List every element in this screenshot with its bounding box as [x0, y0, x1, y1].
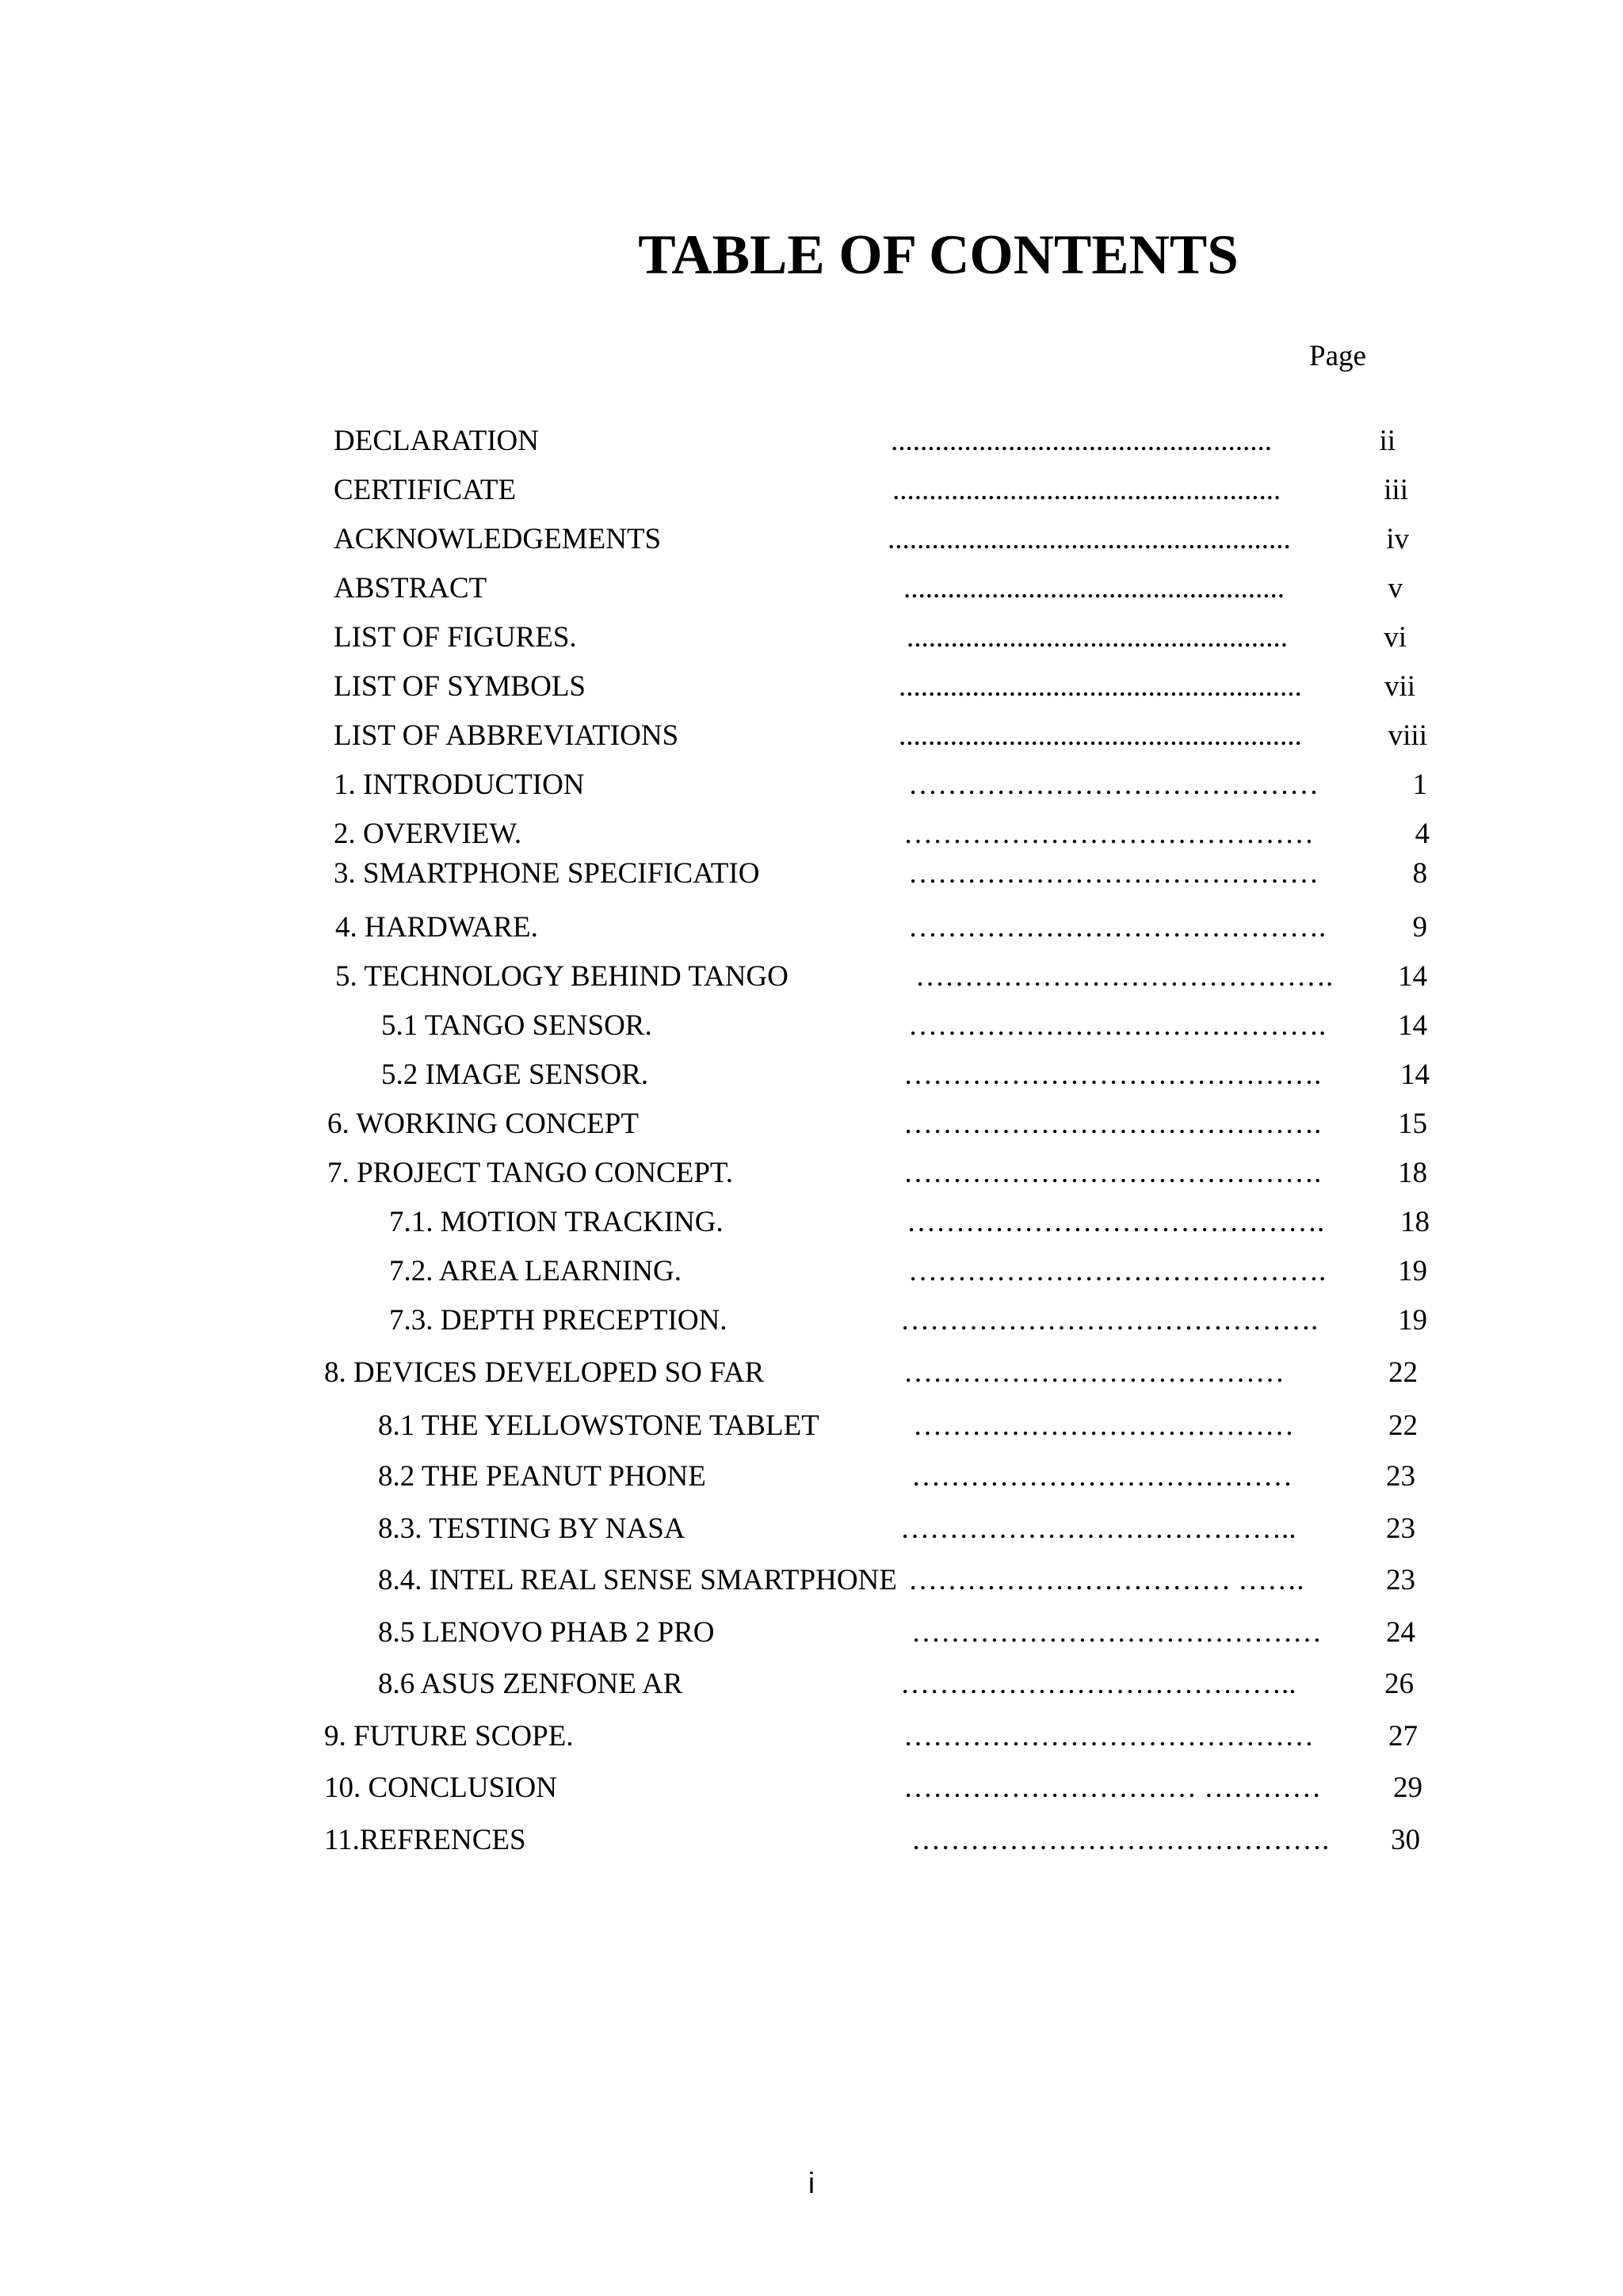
toc-entry-label: 7.3. DEPTH PRECEPTION. — [389, 1304, 727, 1337]
toc-entry — [0, 421, 1623, 461]
toc-entry — [0, 765, 1623, 805]
toc-entry-page: 1 — [1412, 769, 1427, 801]
toc-entry — [0, 1768, 1623, 1808]
toc-entry — [0, 1203, 1623, 1242]
toc-entry-page: 15 — [1398, 1108, 1427, 1140]
toc-entry-leader: …………………………………… — [911, 1616, 1322, 1649]
toc-entry-leader: ………………………………….. — [900, 1512, 1296, 1545]
toc-entry-page: 19 — [1398, 1255, 1427, 1287]
toc-entry-leader: ……………………………………. — [911, 1824, 1330, 1856]
toc-entry — [0, 1154, 1623, 1193]
toc-entry-label: 8.3. TESTING BY NASA — [378, 1512, 685, 1545]
toc-entry-label: DECLARATION — [334, 425, 539, 457]
toc-entry-label: 8.2 THE PEANUT PHONE — [378, 1460, 706, 1493]
toc-entry-page: 19 — [1398, 1304, 1427, 1337]
toc-entry-leader: ……………………………………. — [915, 960, 1334, 993]
toc-entry — [0, 667, 1623, 707]
toc-entry-label: LIST OF FIGURES. — [334, 621, 577, 654]
toc-entry — [0, 471, 1623, 510]
toc-entry-page: ii — [1379, 425, 1396, 457]
toc-entry-leader: ..................................................... — [892, 474, 1281, 506]
toc-entry — [0, 1353, 1623, 1393]
toc-entry-label: 4. HARDWARE. — [335, 911, 538, 944]
toc-entry-page: 23 — [1386, 1564, 1415, 1596]
toc-entry — [0, 569, 1623, 608]
toc-entry-label: 2. OVERVIEW. — [334, 818, 522, 850]
toc-entry-page: 18 — [1398, 1157, 1427, 1189]
toc-entry — [0, 854, 1623, 894]
toc-entry-label: LIST OF SYMBOLS — [334, 670, 586, 703]
toc-entry-leader: .................................................... — [891, 425, 1272, 457]
toc-entry-label: 8.5 LENOVO PHAB 2 PRO — [378, 1616, 715, 1649]
toc-entry-label: 6. WORKING CONCEPT — [327, 1108, 639, 1140]
toc-entry-leader: ……………………………………. — [908, 1255, 1327, 1287]
toc-entry-page: 22 — [1388, 1356, 1418, 1389]
toc-entry-label: 1. INTRODUCTION — [334, 769, 585, 801]
toc-entry-page: viii — [1388, 719, 1427, 752]
toc-entry-leader: ……………………………………. — [903, 1058, 1322, 1091]
toc-entry — [0, 1252, 1623, 1291]
toc-entry-leader: ……………………………………. — [907, 1206, 1325, 1238]
toc-entry-label: 9. FUTURE SCOPE. — [324, 1720, 574, 1753]
toc-entry — [0, 908, 1623, 948]
toc-entry — [0, 814, 1623, 854]
page-title: TABLE OF CONTENTS — [638, 224, 1239, 286]
toc-entry-page: 29 — [1393, 1772, 1423, 1804]
toc-entry-page: 27 — [1388, 1720, 1418, 1753]
toc-entry — [0, 1665, 1623, 1704]
toc-entry — [0, 957, 1623, 997]
toc-entry-page: 18 — [1400, 1206, 1430, 1238]
toc-entry-page: 22 — [1388, 1409, 1418, 1442]
toc-entry-leader: ....................................................... — [888, 523, 1291, 555]
toc-entry-label: ABSTRACT — [334, 572, 487, 605]
toc-entry-label: 7.1. MOTION TRACKING. — [389, 1206, 724, 1238]
page-number: i — [808, 2167, 815, 2199]
toc-entry-label: 5.1 TANGO SENSOR. — [381, 1009, 652, 1042]
toc-entry-leader: ……………………………………. — [900, 1304, 1319, 1337]
toc-entry-leader: …………………………………… — [903, 818, 1314, 850]
toc-entry-leader: ....................................................... — [899, 719, 1302, 752]
toc-entry — [0, 618, 1623, 658]
toc-entry-leader: ……………………………………. — [903, 1108, 1322, 1140]
toc-entry-leader: …………………………… ……. — [908, 1564, 1304, 1596]
toc-entry-page: 14 — [1398, 960, 1427, 993]
toc-entry-label: 5. TECHNOLOGY BEHIND TANGO — [335, 960, 789, 993]
toc-entry-page: vi — [1384, 621, 1407, 654]
page-column-label: Page — [1309, 340, 1366, 372]
toc-entry — [0, 1006, 1623, 1046]
toc-entry-page: v — [1388, 572, 1403, 605]
toc-entry-leader: ………………………………… — [911, 1460, 1293, 1493]
toc-entry — [0, 1055, 1623, 1095]
toc-entry-label: 8.6 ASUS ZENFONE AR — [378, 1668, 683, 1700]
toc-entry — [0, 520, 1623, 559]
toc-entry-page: 26 — [1384, 1668, 1414, 1700]
toc-entry-label: ACKNOWLEDGEMENTS — [334, 523, 662, 555]
toc-entry — [0, 1406, 1623, 1446]
toc-entry-leader: …………………………………… — [908, 857, 1319, 890]
toc-entry-leader: ………………………………….. — [900, 1668, 1296, 1700]
toc-entry-label: 11.REFRENCES — [324, 1824, 526, 1856]
toc-entry — [0, 716, 1623, 756]
toc-entry-page: 9 — [1412, 911, 1427, 944]
toc-entry — [0, 1301, 1623, 1341]
toc-entry-page: 23 — [1386, 1460, 1415, 1493]
toc-entry-label: LIST OF ABBREVIATIONS — [334, 719, 679, 752]
toc-entry — [0, 1821, 1623, 1860]
toc-entry-page: vii — [1384, 670, 1415, 703]
toc-entry-leader: ……………………………………. — [908, 1009, 1327, 1042]
toc-entry — [0, 1457, 1623, 1497]
toc-entry — [0, 1613, 1623, 1653]
toc-entry-page: iv — [1386, 523, 1409, 555]
toc-entry-page: 23 — [1386, 1512, 1415, 1545]
toc-entry-leader: ………………………… ………… — [903, 1772, 1322, 1804]
toc-entry-label: 3. SMARTPHONE SPECIFICATIO — [334, 857, 760, 890]
toc-entry-page: 24 — [1386, 1616, 1415, 1649]
toc-entry-leader: ……………………………………. — [908, 911, 1327, 944]
toc-entry-label: 7.2. AREA LEARNING. — [389, 1255, 682, 1287]
toc-entry-page: 14 — [1400, 1058, 1430, 1091]
toc-entry-label: CERTIFICATE — [334, 474, 517, 506]
toc-entry-label: 7. PROJECT TANGO CONCEPT. — [327, 1157, 734, 1189]
toc-entry-page: 14 — [1398, 1009, 1427, 1042]
toc-entry — [0, 1561, 1623, 1600]
toc-entry-label: 8.4. INTEL REAL SENSE SMARTPHONE — [378, 1564, 897, 1596]
toc-entry-leader: …………………………………… — [903, 1720, 1314, 1753]
toc-entry-label: 10. CONCLUSION — [324, 1772, 557, 1804]
toc-entry-page: iii — [1384, 474, 1408, 506]
toc-entry-label: 8. DEVICES DEVELOPED SO FAR — [324, 1356, 765, 1389]
toc-entry-label: 5.2 IMAGE SENSOR. — [381, 1058, 649, 1091]
toc-entry-label: 8.1 THE YELLOWSTONE TABLET — [378, 1409, 819, 1442]
toc-entry-page: 4 — [1415, 818, 1430, 850]
toc-entry — [0, 1717, 1623, 1756]
toc-entry-leader: .................................................... — [903, 572, 1285, 605]
toc-entry-leader: ………………………………… — [913, 1409, 1294, 1442]
toc-entry-leader: …………………………………… — [908, 769, 1319, 801]
toc-entry-leader: ....................................................... — [899, 670, 1302, 703]
toc-entry-leader: ……………………………………. — [903, 1157, 1322, 1189]
toc-entry-leader: .................................................... — [907, 621, 1288, 654]
toc-entry — [0, 1104, 1623, 1144]
toc-entry-leader: ………………………………… — [903, 1356, 1285, 1389]
toc-entry-page: 8 — [1412, 857, 1427, 890]
toc-entry-page: 30 — [1391, 1824, 1420, 1856]
toc-entry — [0, 1509, 1623, 1549]
